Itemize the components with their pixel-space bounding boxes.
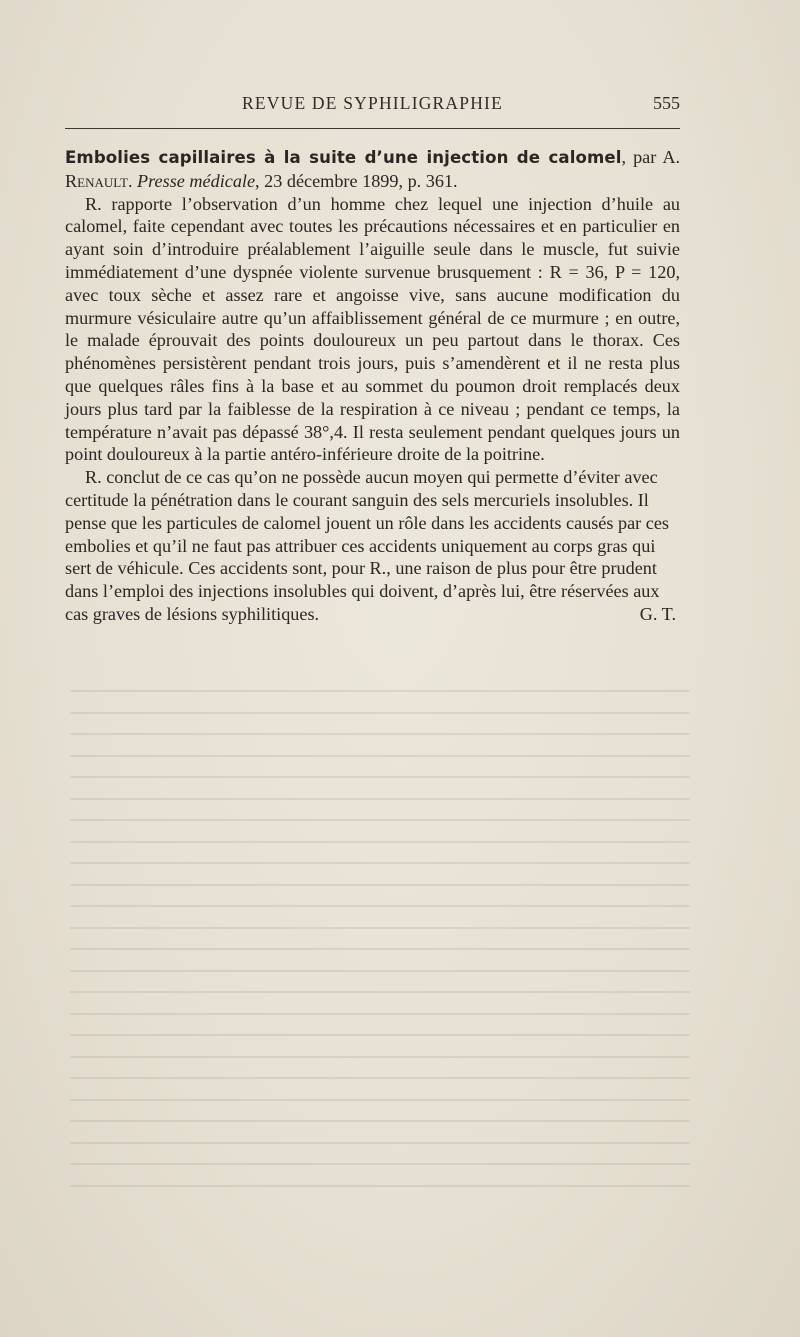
paragraph-conclusion-text: R. conclut de ce cas qu’on ne possède aucun moyen qui permette d’éviter avec certitude la pénétration dans le courant sanguin des sels mercuriels insolubles. Il pense que les particules de calomel jouent un rôle dans les accidents causés par ces embolies et qu’il ne faut pas attribuer ces accidents uniquement au corps gras qui sert de véhicule. Ces accidents sont, pour R., une raison de plus pour être prudent dans l’emploi des injections insolubles qui doivent, d’après lui, être réservées aux cas graves de lésions syphilitiques. [65, 467, 669, 624]
journal-name: Presse médicale [137, 170, 256, 191]
paragraph-conclusion [65, 466, 680, 626]
signature: G. T. [639, 603, 676, 624]
show-through-text [70, 690, 690, 1230]
article-title: Embolies capillaires à la suite d’une injection de calomel [65, 148, 622, 167]
author-name: Renault [65, 170, 128, 191]
header-rule [65, 128, 680, 129]
article-heading [65, 146, 680, 193]
citation: , 23 décembre 1899, p. 361. [255, 170, 458, 191]
author-after: . [127, 170, 138, 191]
author-initial: A. [662, 147, 680, 167]
page-header [65, 93, 680, 117]
title-join: , par [621, 147, 657, 167]
page-number: 555 [653, 93, 680, 113]
article [65, 146, 680, 626]
running-title: REVUE DE SYPHILIGRAPHIE [242, 93, 503, 113]
paragraph-observation: R. rapporte l’observation d’un homme chez lequel une injection d’huile au calomel, faite cependant avec toutes les précautions nécessaires et en particulier en ayant soin d’introduire préalablement l’aiguille seule dans le muscle, fut suivie immédiatement d’une dyspnée violente survenue brusquement : R = 36, P = 120, avec toux sèche et assez rare et angoisse vive, sans aucune modification du murmure vésiculaire autre qu’un affaiblissement général de ce murmure ; en outre, le malade éprouvait des points douloureux un peu partout dans le thorax. Ces phénomènes persistèrent pendant trois jours, puis s’amendèrent et il ne resta plus que quelques râles fins à la base et au sommet du poumon droit remplacés deux jours plus tard par la faiblesse de la respiration à ce niveau ; pendant ce temps, la température n’avait pas dépassé 38°,4. Il resta seulement pendant quelques jours un point douloureux à la partie antéro-inférieure droite de la poitrine. [65, 193, 680, 465]
